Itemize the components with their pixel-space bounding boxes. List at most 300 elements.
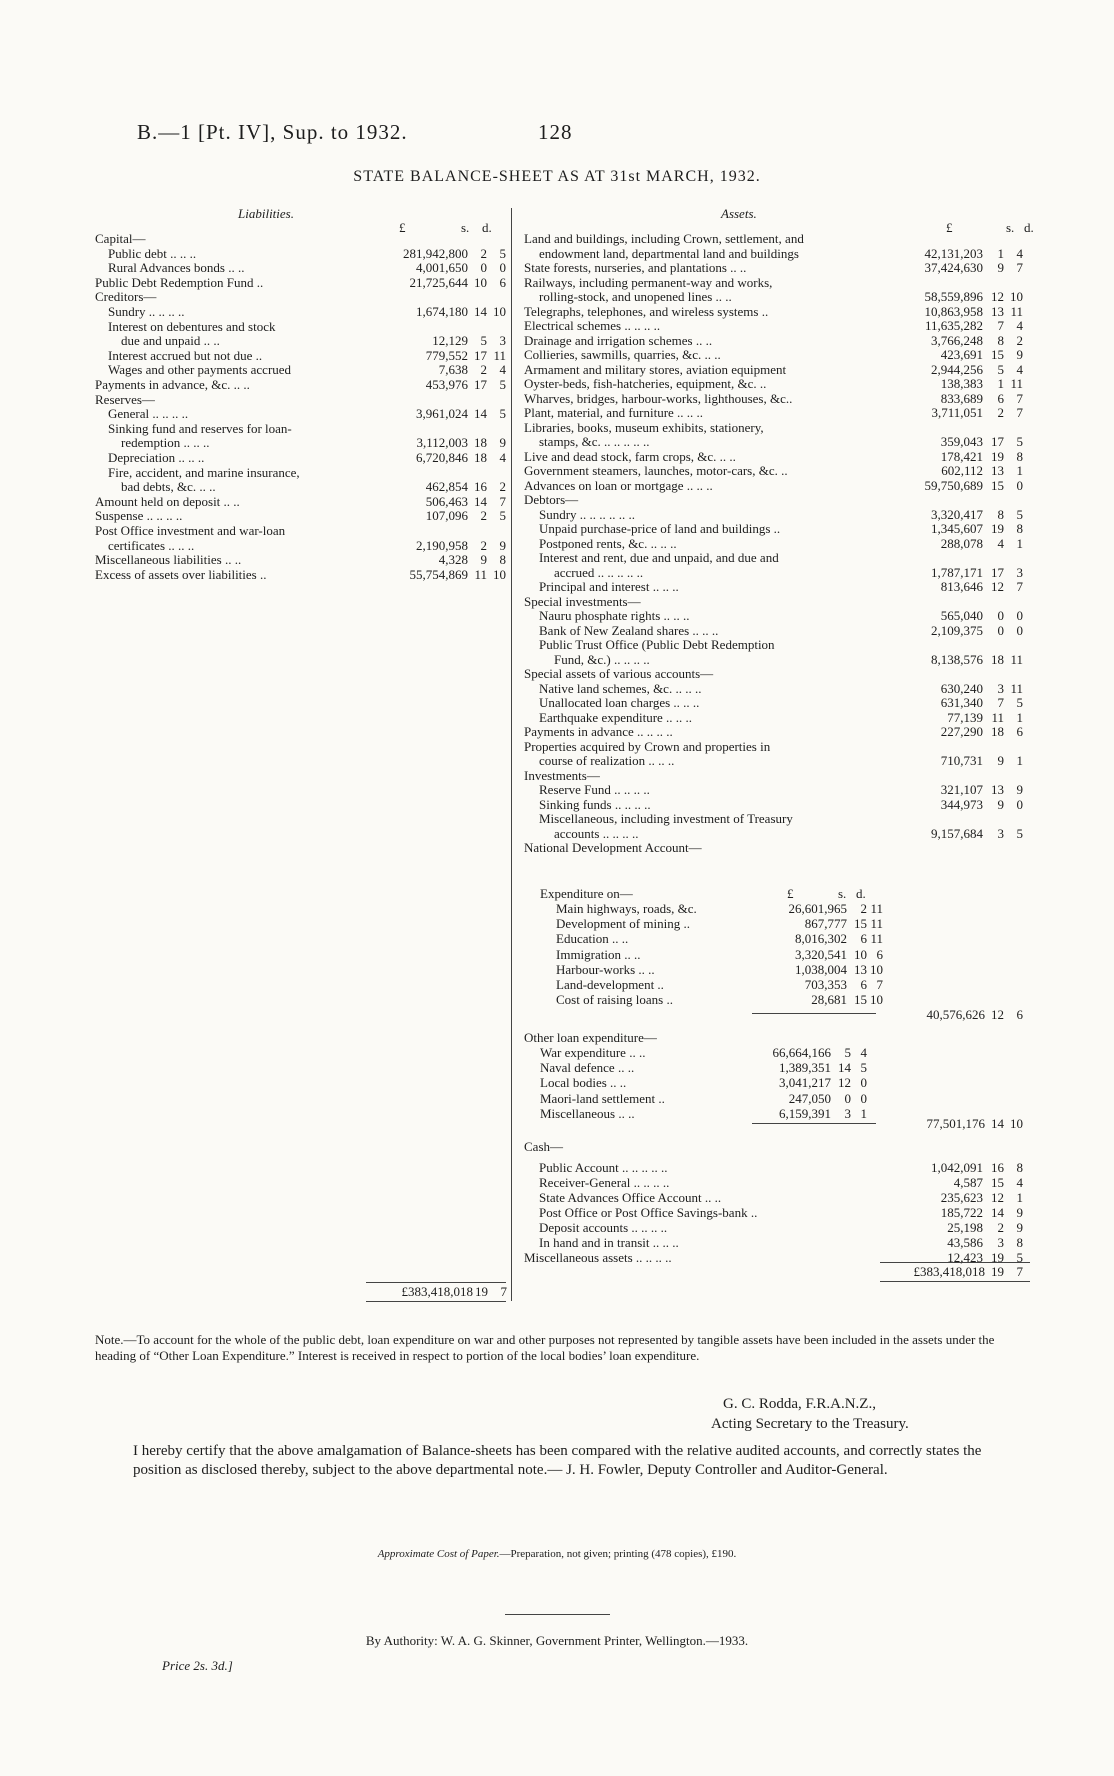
- asset-row-pounds: 602,112: [941, 463, 983, 478]
- other-loan-total-pence: 10: [1010, 1116, 1023, 1131]
- asset-row-label: Armament and military stores, aviation equipment: [524, 361, 787, 377]
- asset-row-shillings: 11: [991, 709, 1004, 725]
- liability-row: [95, 319, 510, 334]
- asset-row-label: State forests, nurseries, and plantations .. ..: [524, 260, 747, 275]
- asset-row-pounds: 710,731: [940, 753, 983, 768]
- asset-row-pence: 2: [1016, 332, 1023, 348]
- assets-pound-header: £: [946, 220, 953, 235]
- cash-row-shillings: 3: [997, 1235, 1004, 1250]
- asset-row-shillings: 17: [991, 564, 1004, 580]
- nda-row-shillings: 6: [860, 977, 867, 992]
- liability-row-pence: 11: [493, 347, 506, 363]
- cash-row-label: Deposit accounts .. .. .. ..: [539, 1220, 668, 1235]
- nda-total-pounds: 40,576,626: [926, 1007, 985, 1022]
- nda-row-shillings: 2: [860, 901, 867, 916]
- liability-row: [95, 538, 510, 553]
- asset-row: [524, 304, 1034, 319]
- liability-row: [95, 289, 510, 304]
- asset-row-shillings: 3: [997, 680, 1004, 696]
- cash-row-shillings: 19: [991, 1250, 1004, 1265]
- asset-row-label: Land and buildings, including Crown, settlement, and: [524, 231, 804, 246]
- cash-row-pounds: 12,423: [947, 1250, 983, 1265]
- other-loan-total-pounds: 77,501,176: [926, 1116, 985, 1131]
- cash-row-pounds: 4,587: [953, 1175, 983, 1190]
- liability-row-pounds: 462,854: [425, 479, 468, 495]
- asset-row-label: Government steamers, launches, motor-cars, &c. ..: [524, 463, 788, 478]
- asset-row-pence: 4: [1016, 318, 1023, 333]
- asset-row-shillings: 8: [997, 332, 1004, 348]
- asset-row-pence: 1: [1016, 753, 1023, 768]
- nda-row-shillings: 15: [854, 992, 867, 1008]
- asset-row-pence: 8: [1016, 448, 1023, 464]
- asset-row-shillings: 17: [991, 434, 1004, 449]
- nda-total-pence: 6: [1016, 1007, 1023, 1022]
- asset-row-pounds: 10,863,958: [924, 303, 983, 319]
- other-loan-row-pence: 0: [860, 1075, 867, 1091]
- liability-row-shillings: 10: [474, 274, 487, 290]
- asset-row-pounds: 288,078: [940, 535, 983, 551]
- asset-row: [524, 391, 1034, 406]
- signature-name: G. C. Rodda, F.R.A.N.Z.,: [723, 1396, 876, 1412]
- liability-row-label: Depreciation .. .. ..: [108, 450, 205, 465]
- liabilities-total-shillings: 19: [475, 1284, 488, 1299]
- asset-row: [524, 710, 1034, 725]
- asset-row: [524, 434, 1034, 449]
- liability-row-label: Interest accrued but not due ..: [108, 347, 263, 363]
- other-loan-total-rule: [752, 1123, 876, 1124]
- asset-row: [524, 753, 1034, 768]
- nda-row: [556, 992, 883, 1008]
- liability-row-pence: 8: [499, 552, 506, 568]
- other-loan-row: [540, 1075, 876, 1090]
- nda-pence-header: d.: [856, 886, 866, 901]
- asset-row: [524, 724, 1034, 739]
- liability-row-label: Sundry .. .. .. ..: [108, 304, 185, 319]
- asset-row-label: accrued .. .. .. .. ..: [554, 564, 644, 580]
- liability-row-pence: 3: [499, 333, 506, 349]
- liability-row: [95, 567, 510, 582]
- liability-row-pounds: 4,328: [438, 552, 468, 568]
- other-loan-row-pounds: 1,389,351: [779, 1060, 831, 1076]
- nda-row-label: Land-development ..: [556, 977, 664, 992]
- cash-row-pounds: 185,722: [940, 1205, 983, 1220]
- liability-row-label: General .. .. .. ..: [108, 406, 189, 422]
- liability-row-shillings: 17: [474, 347, 487, 363]
- asset-row-pounds: 9,157,684: [931, 825, 983, 841]
- asset-row-pence: 10: [1010, 289, 1023, 304]
- liability-row: [95, 362, 510, 377]
- assets-total-pounds: £383,418,018: [913, 1264, 985, 1279]
- asset-row-label: Earthquake expenditure .. .. ..: [539, 709, 693, 725]
- asset-row: [524, 231, 1034, 246]
- asset-row-label: Sundry .. .. .. .. .. ..: [539, 506, 636, 522]
- page-title: STATE BALANCE-SHEET AS AT 31st MARCH, 1932.: [353, 168, 761, 185]
- asset-row-pounds: 2,944,256: [931, 361, 983, 377]
- document-reference: B.—1 [Pt. IV], Sup. to 1932.: [137, 120, 408, 144]
- asset-row: [524, 246, 1034, 261]
- asset-row-shillings: 6: [997, 390, 1004, 406]
- liability-row-pence: 6: [499, 274, 506, 290]
- cash-row-label: Post Office or Post Office Savings-bank ..: [539, 1205, 758, 1220]
- cash-row-label: In hand and in transit .. .. ..: [539, 1235, 679, 1250]
- asset-row: [524, 681, 1034, 696]
- other-loan-row-pence: 5: [860, 1060, 867, 1076]
- cash-row-label: State Advances Office Account .. ..: [539, 1190, 722, 1205]
- asset-row-pence: 5: [1016, 695, 1023, 710]
- liability-row: [95, 435, 510, 450]
- other-loan-row: [540, 1045, 876, 1060]
- cash-row-pounds: 235,623: [940, 1190, 983, 1205]
- liability-row-pounds: 2,190,958: [416, 537, 468, 553]
- asset-row-pence: 5: [1016, 506, 1023, 522]
- asset-row-shillings: 5: [997, 361, 1004, 377]
- nda-row-shillings: 10: [854, 946, 867, 962]
- asset-row-pence: 6: [1016, 724, 1023, 739]
- other-loan-row-shillings: 12: [838, 1075, 851, 1091]
- cash-row-label: Miscellaneous assets .. .. .. ..: [524, 1250, 672, 1265]
- liability-row-pounds: 7,638: [438, 362, 468, 378]
- asset-row-pence: 1: [1016, 709, 1023, 725]
- liabilities-shilling-header: s.: [461, 220, 470, 235]
- liability-row-pounds: 506,463: [425, 493, 468, 509]
- asset-row-label: Reserve Fund .. .. .. ..: [539, 782, 650, 797]
- asset-row-pounds: 423,691: [940, 347, 983, 362]
- asset-row-label: Public Trust Office (Public Debt Redemption: [539, 637, 775, 652]
- asset-row: [524, 565, 1034, 580]
- asset-row: [524, 623, 1034, 638]
- asset-row-shillings: 15: [991, 347, 1004, 362]
- asset-row-pence: 11: [1010, 376, 1023, 391]
- liability-row: [95, 450, 510, 465]
- asset-row-label: Special investments—: [524, 593, 641, 609]
- cost-label: Approximate Cost of Paper.: [377, 1548, 500, 1560]
- nda-row-pounds: 867,777: [804, 916, 847, 932]
- asset-row: [524, 507, 1034, 522]
- other-loan-row-pence: 4: [860, 1045, 867, 1060]
- asset-row: [524, 260, 1034, 275]
- liability-row-pence: 5: [499, 245, 506, 261]
- other-loan-row-label: War expenditure .. ..: [540, 1045, 646, 1060]
- asset-row-shillings: 1: [997, 376, 1004, 391]
- asset-row-shillings: 3: [997, 825, 1004, 841]
- asset-row: [524, 768, 1034, 783]
- liability-row-label: Public Debt Redemption Fund ..: [95, 274, 264, 290]
- asset-row-label: endowment land, departmental land and buildings: [539, 245, 799, 261]
- nda-row-pence: 11: [870, 901, 883, 916]
- nda-row-label: Education .. ..: [556, 931, 629, 947]
- asset-row-pence: 11: [1010, 303, 1023, 319]
- asset-row-shillings: 12: [991, 579, 1004, 594]
- asset-row-label: Miscellaneous, including investment of Treasury: [539, 811, 793, 826]
- other-loan-total: [880, 1116, 1030, 1131]
- asset-row-label: Special assets of various accounts—: [524, 666, 714, 681]
- liability-row-pounds: 3,961,024: [416, 406, 468, 422]
- asset-row-pounds: 11,635,282: [924, 318, 983, 333]
- other-loan-row-shillings: 3: [844, 1105, 851, 1121]
- asset-row-pounds: 59,750,689: [924, 477, 983, 493]
- asset-row: [524, 463, 1034, 478]
- liabilities-pound-header: £: [399, 220, 406, 235]
- asset-row: [524, 608, 1034, 623]
- asset-row: [524, 420, 1034, 435]
- price: Price 2s. 3d.]: [162, 1658, 233, 1673]
- cash-row-shillings: 2: [997, 1220, 1004, 1235]
- asset-row-shillings: 13: [991, 463, 1004, 478]
- liability-row-label: Capital—: [95, 231, 146, 246]
- asset-row-pounds: 833,689: [940, 390, 983, 406]
- other-loan-total-shillings: 14: [991, 1116, 1004, 1131]
- asset-row-pence: 0: [1016, 796, 1023, 812]
- asset-row-pounds: 77,139: [947, 709, 983, 725]
- liability-row: [95, 552, 510, 567]
- other-loan-row-pounds: 6,159,391: [779, 1105, 831, 1121]
- asset-row-pounds: 37,424,630: [924, 260, 983, 275]
- liability-row-pounds: 107,096: [425, 508, 468, 524]
- cash-row: [524, 1160, 1034, 1175]
- cash-row: [524, 1220, 1034, 1235]
- auditor-certificate: I hereby certify that the above amalgamation of Balance-sheets has been compared with the relative audited accounts, and correctly states the position as disclosed thereby, subject to the above departmental note.— J. H. Fowler, Deputy Controller and Auditor-General.: [133, 1443, 982, 1478]
- liability-row: [95, 479, 510, 494]
- asset-row-pounds: 3,766,248: [931, 332, 983, 348]
- liability-row-label: Rural Advances bonds .. ..: [108, 260, 245, 276]
- asset-row: [524, 666, 1034, 681]
- cash-row-pounds: 25,198: [947, 1220, 983, 1235]
- asset-row-pence: 4: [1016, 361, 1023, 377]
- asset-row-pence: 7: [1016, 405, 1023, 420]
- cash-row: [524, 1235, 1034, 1250]
- asset-row-pence: 8: [1016, 521, 1023, 536]
- liability-row: [95, 275, 510, 290]
- liability-row-pence: 9: [499, 435, 506, 451]
- liability-row-pounds: 21,725,644: [409, 274, 468, 290]
- other-loan-row-label: Naval defence .. ..: [540, 1060, 635, 1076]
- nda-row-pence: 7: [876, 977, 883, 992]
- asset-row-label: Oyster-beds, fish-hatcheries, equipment, &c. ..: [524, 376, 767, 391]
- asset-row-label: accounts .. .. .. ..: [554, 825, 639, 841]
- asset-row: [524, 637, 1034, 652]
- other-loan-row-pence: 1: [860, 1105, 867, 1121]
- liability-row-pence: 4: [499, 450, 506, 465]
- liability-row: [95, 304, 510, 319]
- asset-row-shillings: 9: [997, 260, 1004, 275]
- asset-row: [524, 811, 1034, 826]
- asset-row: [524, 536, 1034, 551]
- asset-row-pence: 7: [1016, 390, 1023, 406]
- liability-row-label: Fire, accident, and marine insurance,: [108, 464, 300, 480]
- liability-row-label: Wages and other payments accrued: [108, 362, 292, 378]
- asset-row-pounds: 813,646: [940, 579, 983, 594]
- liability-row-shillings: 17: [474, 377, 487, 392]
- asset-row-pence: 3: [1016, 564, 1023, 580]
- liability-row-shillings: 2: [480, 508, 487, 524]
- asset-row-label: Debtors—: [524, 492, 579, 507]
- cash-row-pence: 4: [1016, 1175, 1023, 1190]
- asset-row-shillings: 18: [991, 724, 1004, 739]
- asset-row-label: Collieries, sawmills, quarries, &c. .. ..: [524, 347, 721, 362]
- cash-row-shillings: 16: [991, 1160, 1004, 1175]
- liability-row: [95, 494, 510, 509]
- nda-row: [556, 931, 883, 947]
- cash-row: [524, 1175, 1034, 1190]
- other-loan-row-pounds: 66,664,166: [772, 1045, 831, 1060]
- asset-row: [524, 652, 1034, 667]
- column-divider: [511, 208, 512, 1301]
- signature-title: Acting Secretary to the Treasury.: [711, 1416, 909, 1432]
- liability-row-shillings: 9: [480, 552, 487, 568]
- asset-row-pence: 1: [1016, 535, 1023, 551]
- asset-row: [524, 362, 1034, 377]
- asset-row-label: Fund, &c.) .. .. .. ..: [554, 651, 650, 667]
- liabilities-total-rule-top: [366, 1282, 506, 1283]
- asset-row: [524, 492, 1034, 507]
- liability-row-label: Creditors—: [95, 289, 157, 305]
- other-loan-row: [540, 1091, 876, 1106]
- asset-row-label: Electrical schemes .. .. .. ..: [524, 318, 661, 333]
- asset-row-pounds: 1,787,171: [931, 564, 983, 580]
- asset-row-label: Bank of New Zealand shares .. .. ..: [539, 622, 719, 638]
- liabilities-total: [366, 1284, 511, 1299]
- printer-authority: By Authority: W. A. G. Skinner, Government Printer, Wellington.—1933.: [365, 1633, 749, 1648]
- asset-row-label: Railways, including permanent-way and works,: [524, 274, 773, 290]
- nda-row-pounds: 28,681: [811, 992, 847, 1008]
- asset-row-shillings: 4: [997, 535, 1004, 551]
- asset-row-shillings: 18: [991, 651, 1004, 667]
- other-loan-row-label: Miscellaneous .. ..: [540, 1105, 635, 1121]
- nda-row-label: Cost of raising loans ..: [556, 992, 673, 1008]
- asset-row-pence: 11: [1010, 651, 1023, 667]
- asset-row-shillings: 13: [991, 782, 1004, 797]
- asset-row-pence: 11: [1010, 680, 1023, 696]
- asset-row-label: Postponed rents, &c. .. .. ..: [539, 535, 677, 551]
- cash-row-shillings: 14: [991, 1205, 1004, 1220]
- asset-row-pence: 5: [1016, 434, 1023, 449]
- asset-row: [524, 318, 1034, 333]
- assets-total: [880, 1264, 1030, 1279]
- liability-row-shillings: 18: [474, 450, 487, 465]
- asset-row-pence: 7: [1016, 579, 1023, 594]
- asset-row-shillings: 7: [997, 318, 1004, 333]
- liability-row-label: Excess of assets over liabilities ..: [95, 566, 267, 582]
- asset-row: [524, 449, 1034, 464]
- asset-row: [524, 478, 1034, 493]
- cash-row-pounds: 43,586: [947, 1235, 983, 1250]
- asset-row: [524, 275, 1034, 290]
- cash-row-pence: 1: [1016, 1190, 1023, 1205]
- cash-header: Cash—: [524, 1139, 563, 1154]
- cash-row: [524, 1190, 1034, 1205]
- nda-row-pounds: 26,601,965: [788, 901, 847, 916]
- asset-row-pence: 1: [1016, 463, 1023, 478]
- nda-row-shillings: 6: [860, 931, 867, 947]
- asset-row-label: Nauru phosphate rights .. .. ..: [539, 608, 690, 623]
- asset-row: [524, 521, 1034, 536]
- asset-row-label: Investments—: [524, 767, 600, 783]
- asset-row: [524, 695, 1034, 710]
- asset-row-pounds: 630,240: [940, 680, 983, 696]
- liability-row-label: certificates .. .. ..: [108, 537, 195, 553]
- nda-pound-header: £: [787, 886, 794, 901]
- asset-row-pounds: 2,109,375: [931, 622, 983, 638]
- assets-total-shillings: 19: [991, 1264, 1004, 1279]
- liabilities-total-pounds: £383,418,018: [401, 1284, 473, 1299]
- liability-row: [95, 406, 510, 421]
- asset-row-pence: 0: [1016, 622, 1023, 638]
- liability-row-shillings: 14: [474, 304, 487, 319]
- liability-row-shillings: 2: [480, 362, 487, 378]
- assets-total-rule-bottom: [880, 1281, 1030, 1282]
- other-loan-row-label: Local bodies .. ..: [540, 1075, 627, 1091]
- cash-row-shillings: 12: [991, 1190, 1004, 1205]
- liability-row: [95, 392, 510, 407]
- asset-row-pence: 7: [1016, 260, 1023, 275]
- liabilities-heading: Liabilities.: [238, 206, 294, 221]
- liability-row: [95, 377, 510, 392]
- asset-row-label: Plant, material, and furniture .. .. ..: [524, 405, 704, 420]
- cash-row-pence: 9: [1016, 1205, 1023, 1220]
- asset-row-pounds: 359,043: [940, 434, 983, 449]
- liability-row-pounds: 6,720,846: [416, 450, 468, 465]
- other-loan-row-shillings: 0: [844, 1090, 851, 1106]
- asset-row-shillings: 0: [997, 608, 1004, 623]
- nda-row-pence: 11: [870, 916, 883, 932]
- asset-row-pounds: 42,131,203: [924, 245, 983, 261]
- liability-row-pence: 10: [493, 566, 506, 582]
- liability-row-label: Reserves—: [95, 391, 155, 407]
- liability-row-label: bad debts, &c. .. ..: [121, 479, 216, 495]
- cash-row-pence: 5: [1016, 1250, 1023, 1265]
- liability-row-shillings: 5: [480, 333, 487, 349]
- nda-row-shillings: 15: [854, 916, 867, 932]
- liability-row: [95, 231, 510, 246]
- other-loan-row: [540, 1060, 876, 1075]
- cash-row-label: Public Account .. .. .. .. ..: [539, 1160, 668, 1175]
- asset-row-label: rolling-stock, and unopened lines .. ..: [539, 289, 732, 304]
- asset-row: [524, 289, 1034, 304]
- asset-row-shillings: 13: [991, 303, 1004, 319]
- asset-row-pounds: 631,340: [940, 695, 983, 710]
- liability-row-shillings: 2: [480, 537, 487, 553]
- asset-row-label: stamps, &c. .. .. .. .. ..: [539, 434, 650, 449]
- liability-row-pence: 5: [499, 377, 506, 392]
- asset-row-pence: 0: [1016, 608, 1023, 623]
- asset-row-pounds: 138,383: [940, 376, 983, 391]
- nda-total-shillings: 12: [991, 1007, 1004, 1022]
- cost-of-paper: [0, 1548, 1114, 1560]
- nda-total-rule: [752, 1013, 876, 1014]
- asset-row-label: Unpaid purchase-price of land and buildings ..: [539, 521, 781, 536]
- liability-row-shillings: 14: [474, 406, 487, 422]
- liability-row-shillings: 2: [480, 245, 487, 261]
- nda-row-pounds: 8,016,302: [795, 931, 847, 947]
- liability-row-label: redemption .. .. ..: [121, 435, 210, 451]
- nda-row: [556, 977, 883, 992]
- nda-row: [556, 916, 883, 932]
- nda-row-pence: 10: [870, 961, 883, 977]
- asset-row-pounds: 3,711,051: [931, 405, 983, 420]
- other-loan-header: Other loan expenditure—: [524, 1030, 657, 1045]
- cash-row-pounds: 1,042,091: [931, 1160, 983, 1175]
- liability-row-shillings: 0: [480, 260, 487, 276]
- asset-row-pounds: 344,973: [940, 796, 983, 812]
- liability-row-pounds: 779,552: [425, 347, 468, 363]
- asset-row-pence: 9: [1016, 782, 1023, 797]
- asset-row-label: National Development Account—: [524, 840, 702, 855]
- cash-row-pence: 8: [1016, 1160, 1023, 1175]
- footer-rule: [505, 1614, 610, 1615]
- liability-row-label: Interest on debentures and stock: [108, 318, 276, 334]
- liability-row-pounds: 281,942,800: [403, 245, 468, 261]
- asset-row-pounds: 1,345,607: [931, 521, 983, 536]
